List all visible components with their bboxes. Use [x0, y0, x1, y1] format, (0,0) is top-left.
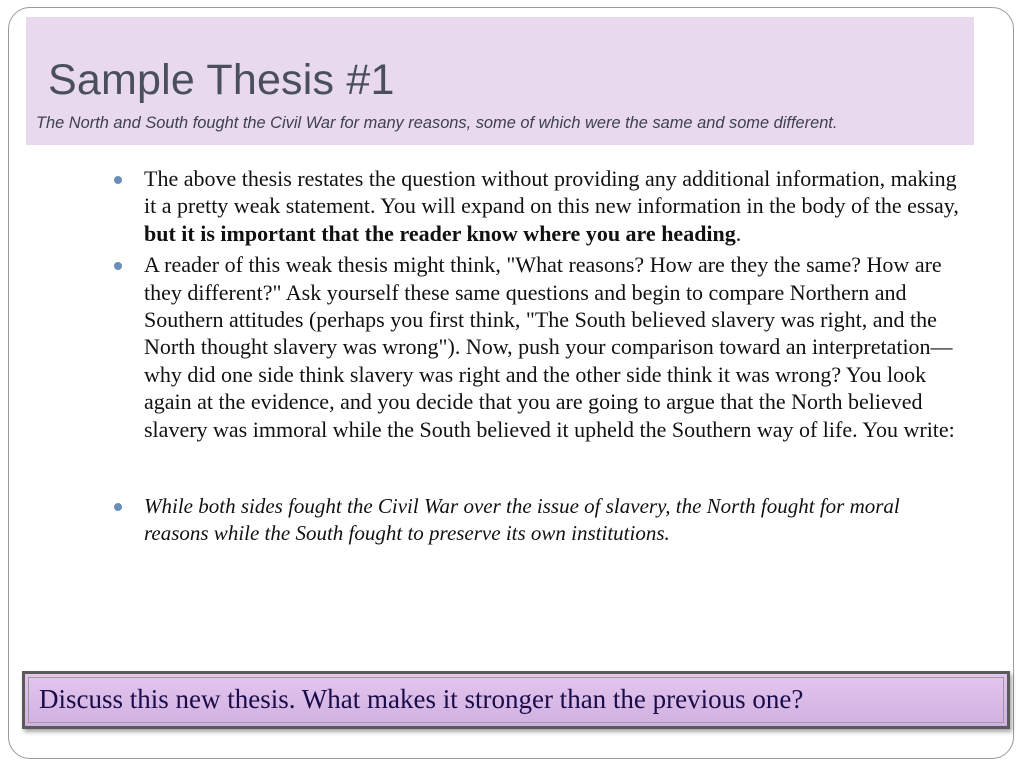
- bullet-tail: .: [735, 220, 742, 246]
- slide-content: [114, 165, 964, 551]
- bullet-item-new-thesis: [114, 493, 964, 547]
- bullet-dot-icon: [114, 503, 122, 511]
- discussion-prompt: Discuss this new thesis. What makes it stronger than the previous one?: [39, 684, 804, 714]
- slide-subtitle: The North and South fought the Civil War for many reasons, some of which were the same and some different.: [36, 114, 838, 132]
- bullet-text: While both sides fought the Civil War over the issue of slavery, the North fought for moral reasons while the South fought to preserve its own institutions.: [144, 494, 900, 546]
- bullet-dot-icon: [114, 176, 122, 184]
- bullet-text: A reader of this weak thesis might think, "What reasons? How are they the same? How are they different?" Ask yourself these same questions and begin to compare Northern and Southern attitudes (perhaps you first think, "The South believed slavery was right, and the North thought slavery was wrong"). Now, push your comparison toward an interpretation—why did one side think slavery was right and the other side think it was wrong? You look again at the evidence, and you decide that you are going to argue that the North believed slavery was immoral while the South believed it upheld the Southern way of life. You write:: [144, 252, 955, 442]
- bullet-bold-text: but it is important that the reader know where you are heading: [144, 220, 736, 246]
- bullet-dot-icon: [114, 262, 122, 270]
- slide-title: Sample Thesis #1: [48, 56, 395, 104]
- bullet-item: [114, 165, 964, 247]
- bullet-text: The above thesis restates the question without providing any additional information, making it a pretty weak statement. You will expand on this new information in the body of the essay,: [144, 166, 959, 219]
- discussion-box: [22, 671, 1010, 729]
- bullet-item: [114, 251, 964, 443]
